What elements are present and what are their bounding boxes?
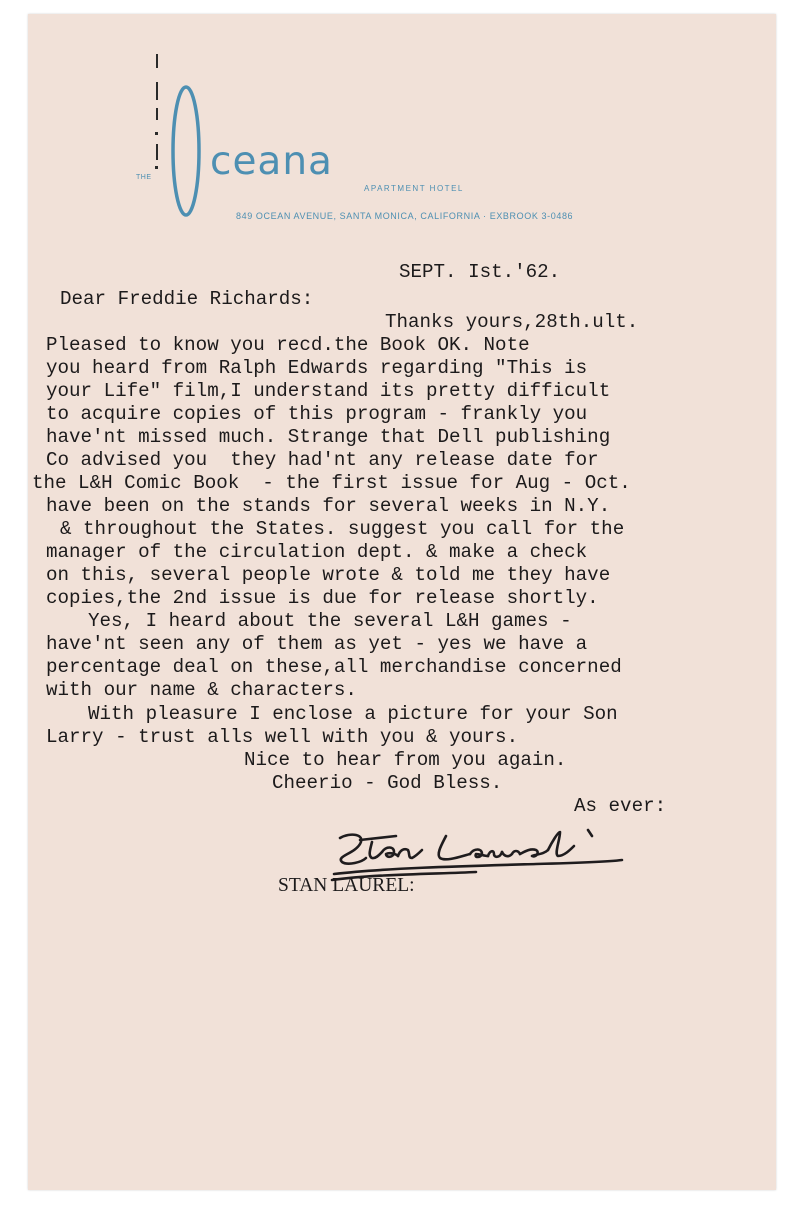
letter-closing: As ever: [574, 795, 667, 817]
letter-line: Cheerio - God Bless. [272, 772, 503, 794]
letter-line: Co advised you they had'nt any release date for [46, 449, 599, 471]
letter-line: With pleasure I enclose a picture for your Son [88, 703, 618, 725]
letter-line: your Life" film,I understand its pretty difficult [46, 380, 611, 402]
letter-line: you heard from Ralph Edwards regarding "This is [46, 357, 588, 379]
letterhead-the: THE [136, 174, 152, 181]
letter-paper [28, 14, 776, 1190]
letter-salutation: Dear Freddie Richards: [60, 288, 314, 310]
letter-line: have'nt missed much. Strange that Dell publishing [46, 426, 611, 448]
oceana-o-logo-icon [156, 82, 216, 220]
signed-name: STAN LAUREL: [278, 875, 415, 896]
letter-line: Larry - trust alls well with you & yours. [46, 726, 519, 748]
letterhead-subtitle: APARTMENT HOTEL [364, 184, 464, 193]
letter-line: copies,the 2nd issue is due for release shortly. [46, 587, 599, 609]
letter-line: Thanks yours,28th.ult. [385, 311, 639, 333]
letter-line: with our name & characters. [46, 679, 357, 701]
letterhead-address: 849 OCEAN AVENUE, SANTA MONICA, CALIFORNIA · EXBROOK 3-0486 [236, 211, 574, 221]
letter-line: & throughout the States. suggest you call for the [60, 518, 625, 540]
letter-date: SEPT. Ist.'62. [399, 261, 561, 283]
letter-line: Nice to hear from you again. [244, 749, 567, 771]
letter-line: percentage deal on these,all merchandise concerned [46, 656, 622, 678]
letterhead-hotel-name: ceana [210, 139, 333, 184]
letterhead [28, 14, 776, 234]
letter-line: have been on the stands for several weeks in N.Y. [46, 495, 611, 517]
letter-line: have'nt seen any of them as yet - yes we have a [46, 633, 588, 655]
letter-line: manager of the circulation dept. & make a check [46, 541, 588, 563]
letter-line: Yes, I heard about the several L&H games - [88, 610, 572, 632]
letter-line: to acquire copies of this program - frankly you [46, 403, 588, 425]
letter-line: the L&H Comic Book - the first issue for Aug - Oct. [32, 472, 631, 494]
letter-line: on this, several people wrote & told me they have [46, 564, 611, 586]
letter-line: Pleased to know you recd.the Book OK. Note [46, 334, 530, 356]
